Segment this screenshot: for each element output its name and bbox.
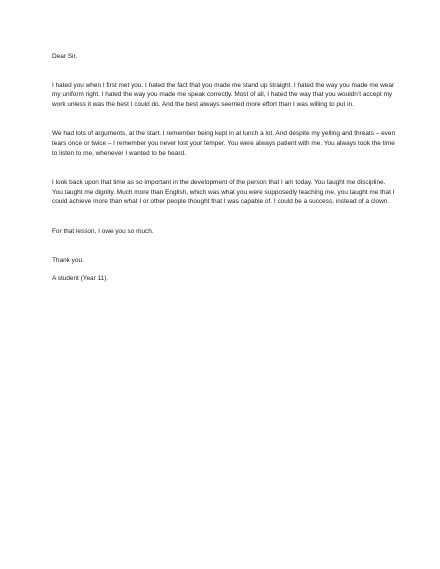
thanks-line: Thank you. (52, 256, 84, 264)
paragraph-3: I look back upon that time as so important in the development of the person that I am today. You taught me discipline. You taught me dignity. Much more than English, which was what you were supposedly teaching me, you taught me that I could achieve more than what I or other people thought that I was capable of. I could be a success, instead of a clown. (52, 179, 395, 206)
salutation: Dear Sir, (52, 53, 78, 60)
letter-body (52, 52, 397, 284)
closing-line: For that lesson, I owe you so much. (52, 227, 154, 235)
paragraph-2: We had lots of arguments, at the start. I remember being kept in at lunch a lot. And despite my yelling and threats – even tears once or twice – I remember you never lost your temper. You were always patient with me. You always took the time to listen to me, whenever I wanted to be heard. (52, 130, 396, 157)
signature: A student (Year 11). (52, 275, 109, 283)
paragraph-1: I hated you when I first met you. I hated the fact that you made me stand up straight. I hated the way you made me wear my uniform right. I hated the way you made me speak correctly. Most of all, I hated the way that you wouldn’t accept my work unless it was the best I could do. And the best always seemed more effort than I was willing to put in. (52, 81, 395, 108)
